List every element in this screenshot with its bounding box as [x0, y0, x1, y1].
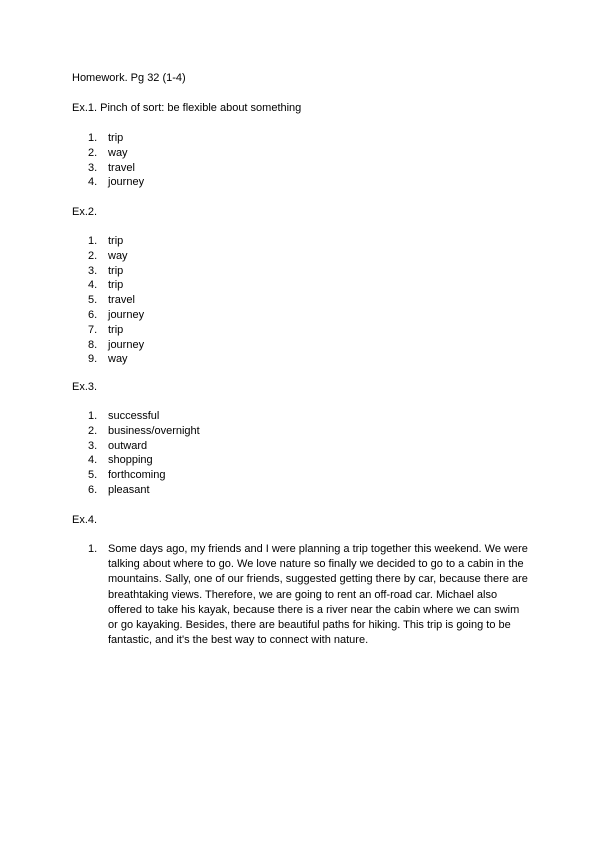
list-item: 1. Some days ago, my friends and I were planning a trip together this weekend. We were talking about where to go. We love nature so finally we decided to go to a cabin in the mountains. Sally, one of our friends, suggested getting there by car, because there are breathtaking views. Therefore, we are going to rent an off-road car. Michael also offered to take his kayak, because there is a river near the cabin where we can swim or go kayaking. Besides, there are beautiful paths for hiking. This trip is going to be fantastic, and it's the best way to connect with nature. — [88, 543, 528, 647]
list-item: 2. business/overnight — [88, 424, 200, 437]
list-item: 4. trip — [88, 279, 124, 292]
ex3-title: Ex.3. — [72, 381, 98, 393]
list-item: 4. shopping — [88, 454, 153, 467]
ex3-list — [72, 409, 528, 498]
page-title: Homework. Pg 32 (1-4) — [72, 72, 186, 84]
ex4-list — [72, 542, 528, 648]
list-item: 2. way — [88, 146, 128, 159]
list-item: 1. successful — [88, 410, 160, 422]
list-item: 5. forthcoming — [88, 469, 166, 482]
list-item: 8. journey — [88, 338, 145, 351]
ex2-title: Ex.2. — [72, 206, 98, 218]
ex2-list — [72, 234, 528, 367]
ex1-list — [72, 131, 528, 190]
list-item: 4. journey — [88, 176, 145, 189]
list-item: 7. trip — [88, 323, 124, 336]
list-item: 3. travel — [88, 161, 135, 174]
list-item: 3. trip — [88, 264, 124, 277]
list-item: 1. trip — [88, 132, 124, 144]
ex4-title: Ex.4. — [72, 514, 98, 526]
list-item: 1. trip — [88, 235, 124, 247]
list-item: 5. travel — [88, 294, 135, 307]
list-item: 9. way — [88, 353, 128, 366]
list-item: 3. outward — [88, 439, 148, 452]
list-item: 2. way — [88, 249, 128, 262]
list-item: 6. pleasant — [88, 483, 150, 496]
ex1-title: Ex.1. Pinch of sort: be flexible about something — [72, 102, 302, 114]
list-item: 6. journey — [88, 308, 145, 321]
